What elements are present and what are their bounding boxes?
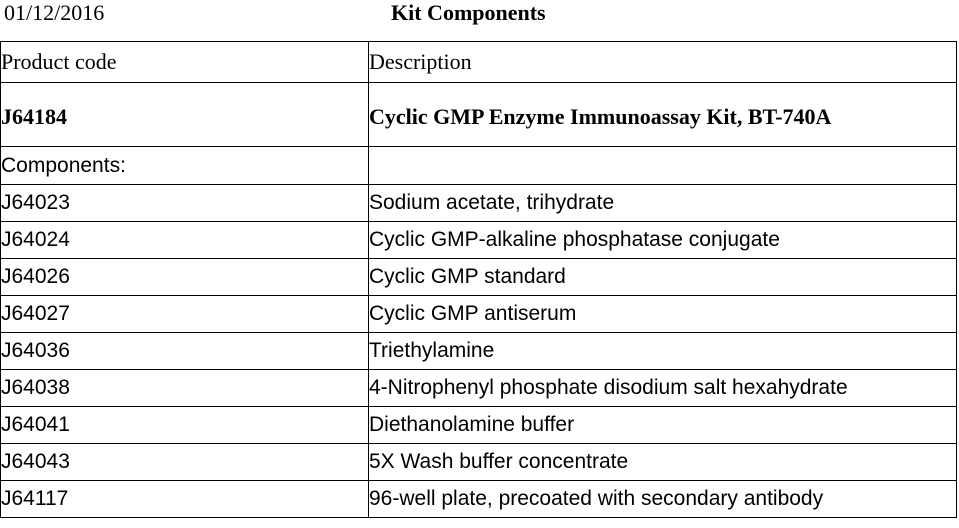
component-description: Cyclic GMP-alkaline phosphatase conjugate [369,222,957,259]
table-row [1,333,957,370]
component-code: J64024 [1,222,369,259]
document-date: 01/12/2016 [4,0,105,25]
table-row [1,481,957,518]
kit-components-table [0,41,957,518]
component-description: Cyclic GMP antiserum [369,296,957,333]
table-header-row [1,42,957,83]
table-row [1,370,957,407]
product-code-column-header: Product code [1,42,369,83]
component-code: J64036 [1,333,369,370]
component-description: 5X Wash buffer concentrate [369,444,957,481]
product-code: J64184 [1,83,369,147]
component-code: J64023 [1,185,369,222]
components-label-row [1,147,957,185]
component-code: J64027 [1,296,369,333]
table-row [1,259,957,296]
table-row [1,296,957,333]
component-code: J64117 [1,481,369,518]
component-description: 4-Nitrophenyl phosphate disodium salt hexahydrate [369,370,957,407]
components-label: Components: [1,147,369,185]
product-row [1,83,957,147]
component-code: J64038 [1,370,369,407]
description-column-header: Description [369,42,957,83]
table-row [1,444,957,481]
component-code: J64041 [1,407,369,444]
table-row [1,222,957,259]
component-description: Diethanolamine buffer [369,407,957,444]
component-description: Cyclic GMP standard [369,259,957,296]
component-code: J64043 [1,444,369,481]
table-row [1,407,957,444]
document-title: Kit Components [391,0,546,25]
component-description: 96-well plate, precoated with secondary antibody [369,481,957,518]
component-code: J64026 [1,259,369,296]
product-description: Cyclic GMP Enzyme Immunoassay Kit, BT-740A [369,83,957,147]
components-label-blank [369,147,957,185]
component-description: Sodium acetate, trihydrate [369,185,957,222]
table-row [1,185,957,222]
component-description: Triethylamine [369,333,957,370]
